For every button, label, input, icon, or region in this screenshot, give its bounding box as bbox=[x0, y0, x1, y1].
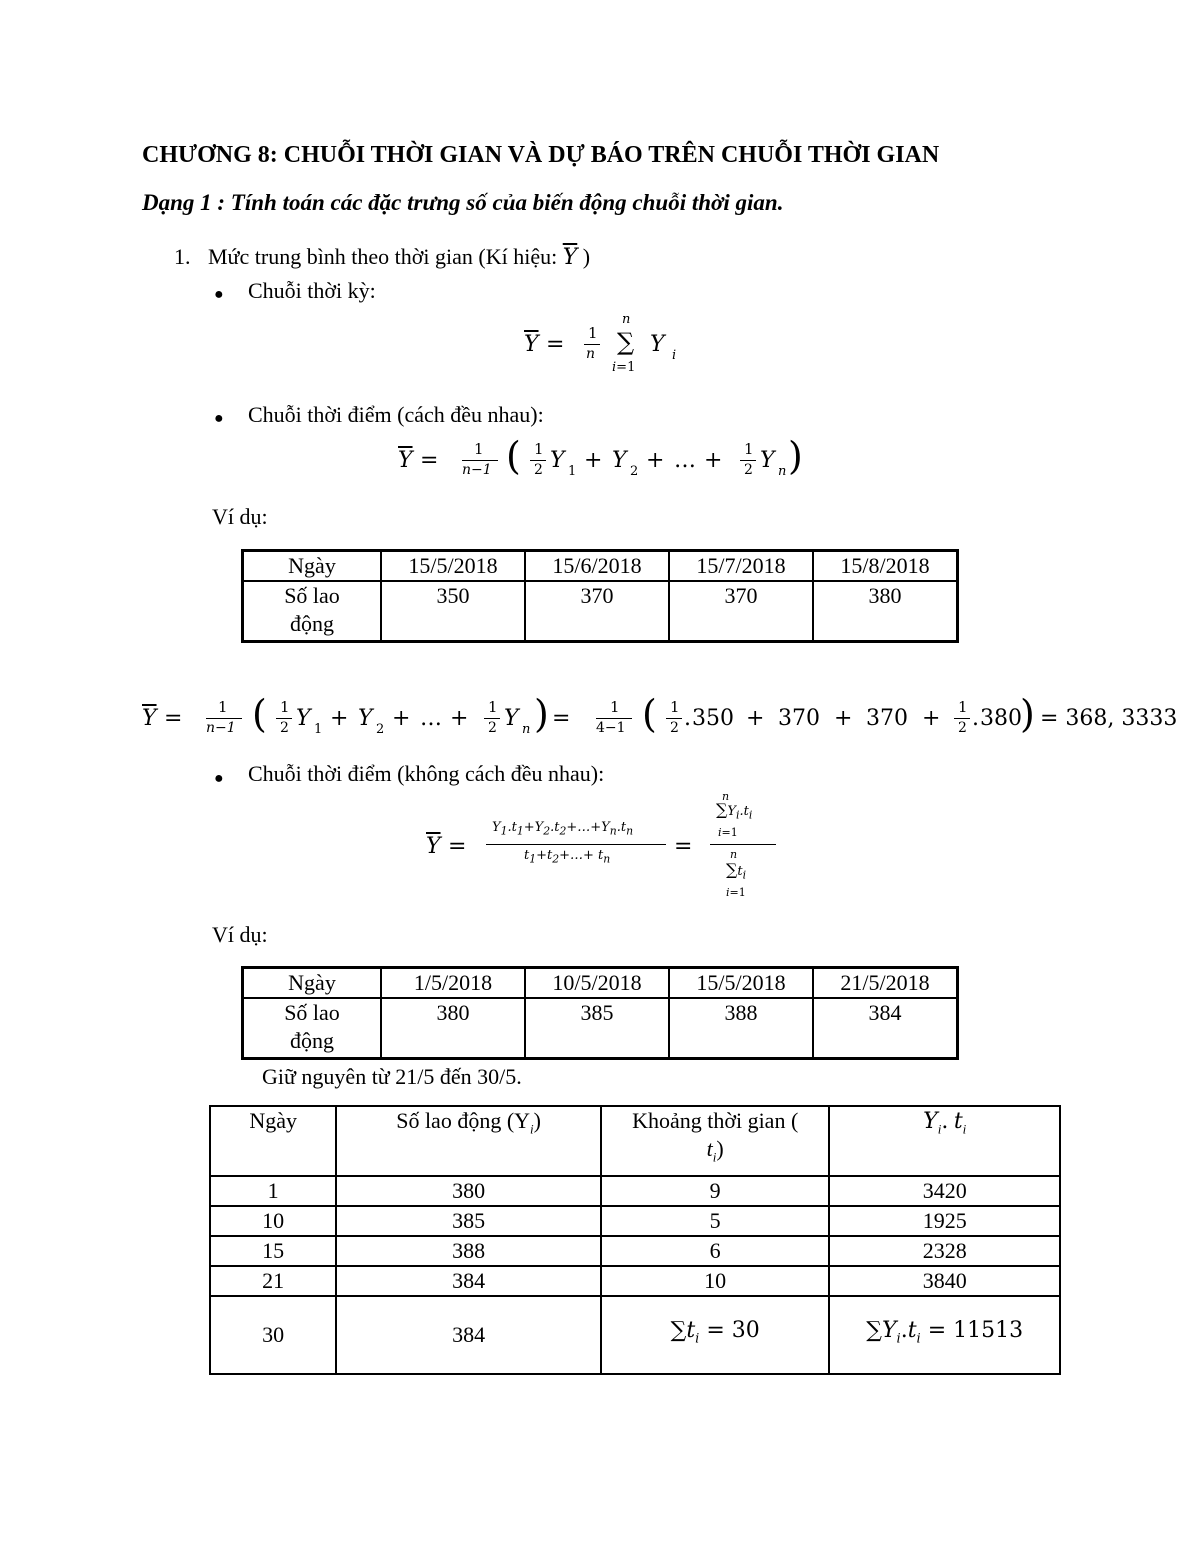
table-header-cell: $Y_i$. $t_i$ bbox=[829, 1106, 1060, 1176]
table-cell: 385 bbox=[525, 998, 669, 1058]
table-unequal-spacing bbox=[241, 966, 959, 1060]
table-cell: 380 bbox=[381, 998, 525, 1058]
table-header-cell: Số lao động $(Y_i)$ bbox=[336, 1106, 601, 1176]
table-cell: 384 bbox=[813, 998, 958, 1058]
formula-point-unequal: $\overline{Y}$ = $Y_1.t_1+Y_2.t_2+\dots+Y_n.t_n$ $t_1+t_2+\dots+ t_n$ = n $\sum Y_i.t_i$ i=1 n $\sum t_i$ i=1 bbox=[424, 790, 784, 902]
table-row: 21 384 10 3840 bbox=[210, 1266, 1060, 1296]
formula-period-mean: $\overline{Y}$ = 1 n n ∑ i=1 Y i bbox=[524, 312, 677, 375]
bullet-dot-icon: ● bbox=[214, 286, 224, 303]
table-header-cell: 10/5/2018 bbox=[525, 968, 669, 999]
table-row: 1 380 9 3420 bbox=[210, 1176, 1060, 1206]
formula-calculation: $\overline{Y}$ = 1 n−1 ( 1 2 Y 1 + Y 2 + … + 1 2 Y n ) = 1 4−1 ( 1 2 . 350 + 370 + 370 + 1 2 . 380 ) = 368, 3333 bbox=[142, 692, 1178, 737]
bullet-point-unequal: Chuỗi thời điểm (không cách đều nhau): bbox=[248, 761, 605, 786]
example-label: Ví dụ: bbox=[212, 922, 268, 947]
table-header-cell: Ngày bbox=[210, 1106, 336, 1176]
table-header-cell: Khoảng thời gian ( $t_i$) bbox=[601, 1106, 830, 1176]
table-header-cell: 15/8/2018 bbox=[813, 551, 958, 582]
formula-point-equal: $\overline{Y}$ = 1 n−1 ( 1 2 Y 1 + Y 2 + … + 1 2 Y n ) bbox=[398, 434, 803, 479]
table-cell: 370 bbox=[669, 581, 813, 641]
page-title: CHƯƠNG 8: CHUỖI THỜI GIAN VÀ DỰ BÁO TRÊN CHUỖI THỜI GIAN bbox=[142, 142, 940, 168]
table-calculation bbox=[209, 1105, 1061, 1375]
table-cell: 350 bbox=[381, 581, 525, 641]
bullet-dot-icon: ● bbox=[214, 770, 224, 787]
table-row-label: Số lao động bbox=[243, 998, 382, 1058]
bullet-period: Chuỗi thời kỳ: bbox=[248, 278, 376, 303]
section-close: ) bbox=[582, 244, 591, 269]
bullet-point-equal: Chuỗi thời điểm (cách đều nhau): bbox=[248, 402, 544, 427]
table-row: 10 385 5 1925 bbox=[210, 1206, 1060, 1236]
table-header-cell: 15/7/2018 bbox=[669, 551, 813, 582]
table-row-total: 30 384 $\sum t_i = 30$ $\sum Y_i.t_i = 11513$ bbox=[210, 1296, 1060, 1374]
section-text: Mức trung bình theo thời gian (Kí hiệu: bbox=[208, 244, 558, 269]
table-cell: 380 bbox=[813, 581, 958, 641]
table-header-cell: Ngày bbox=[243, 551, 382, 582]
table-header-cell: 15/5/2018 bbox=[669, 968, 813, 999]
table-cell: 370 bbox=[525, 581, 669, 641]
y-bar-symbol: $\overline{Y}$ bbox=[562, 245, 578, 270]
bullet-dot-icon: ● bbox=[214, 410, 224, 427]
table-cell: 388 bbox=[669, 998, 813, 1058]
table-row: 15 388 6 2328 bbox=[210, 1236, 1060, 1266]
section-number: 1. bbox=[174, 244, 191, 269]
section-1-heading bbox=[174, 244, 590, 270]
table-header-cell: 21/5/2018 bbox=[813, 968, 958, 999]
example-label: Ví dụ: bbox=[212, 504, 268, 529]
note-text: Giữ nguyên từ 21/5 đến 30/5. bbox=[262, 1064, 522, 1089]
table-header-cell: 1/5/2018 bbox=[381, 968, 525, 999]
table-equal-spacing bbox=[241, 549, 959, 643]
calc-result: = 368, 3333 bbox=[1040, 706, 1178, 731]
table-header-cell: 15/5/2018 bbox=[381, 551, 525, 582]
table-header-cell: Ngày bbox=[243, 968, 382, 999]
table-row-label: Số lao động bbox=[243, 581, 382, 641]
table-header-cell: 15/6/2018 bbox=[525, 551, 669, 582]
page-subtitle: Dạng 1 : Tính toán các đặc trưng số của biến động chuỗi thời gian. bbox=[142, 190, 784, 215]
